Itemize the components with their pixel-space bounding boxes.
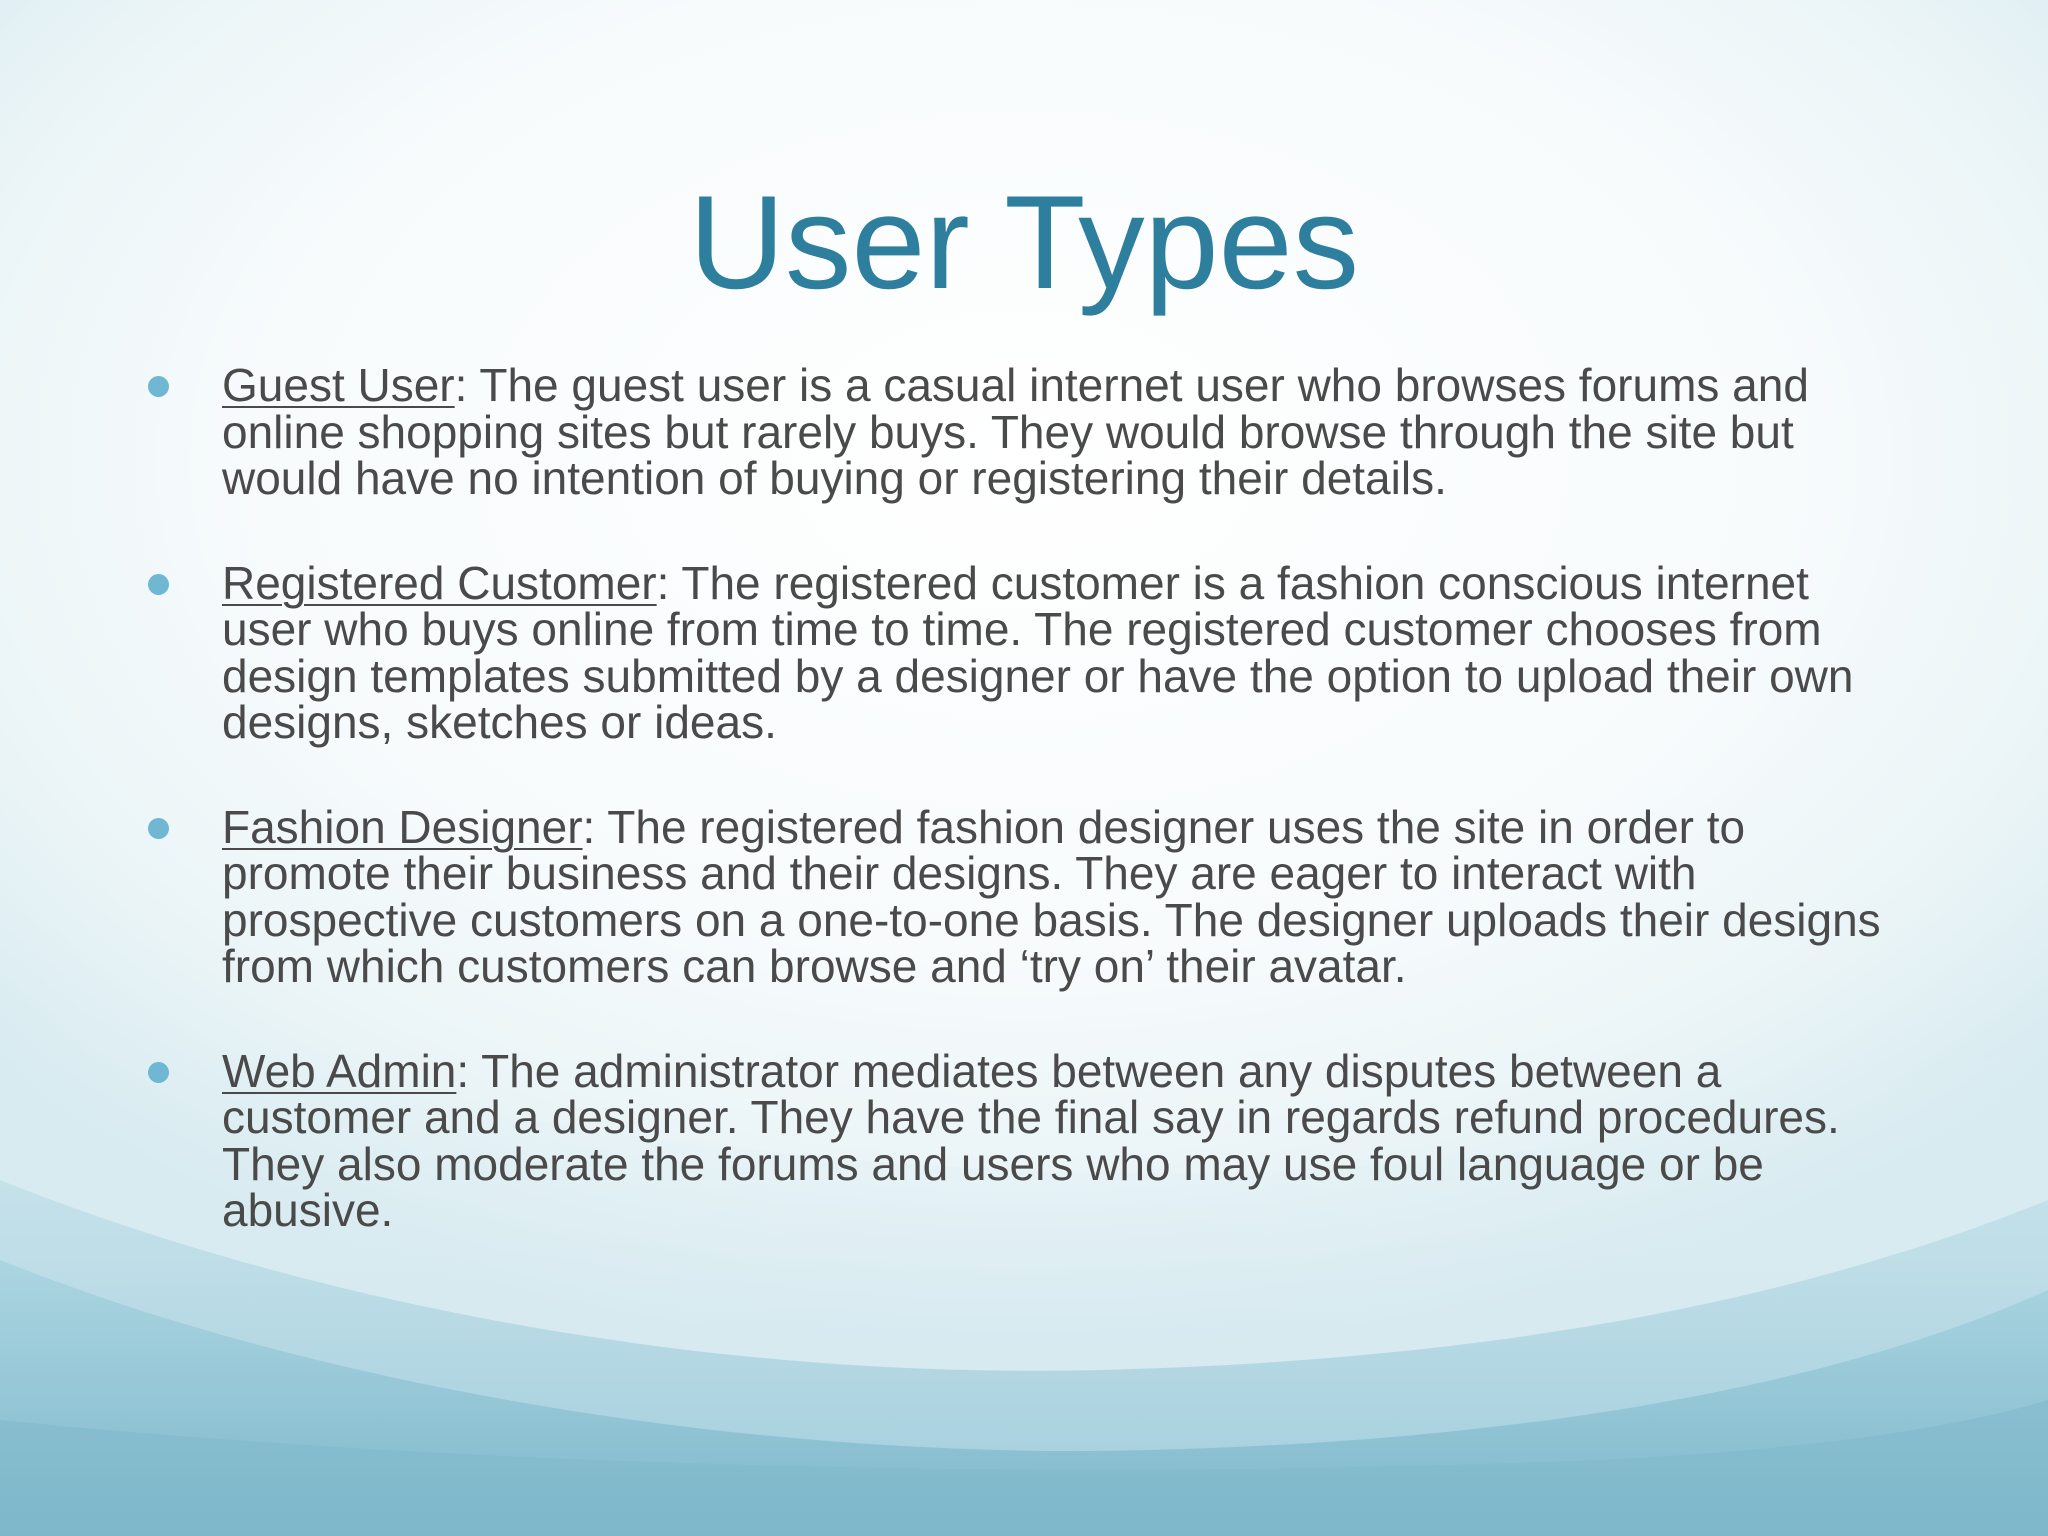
list-item-web-admin bbox=[148, 1044, 1908, 1236]
description-guest-user: : The guest user is a casual internet user who browses forums and online shopping sites but rarely buys. They would browse through the site but would have no intention of buying or registering their details. bbox=[222, 359, 1809, 504]
list-item-guest-user bbox=[148, 359, 1908, 504]
description-fashion-designer: : The registered fashion designer uses the site in order to promote their business and their designs. They are eager to interact with prospective customers on a one-to-one basis. The designer uploads their designs from which customers can browse and ‘try on’ their avatar. bbox=[222, 800, 1881, 992]
bullet-icon bbox=[148, 818, 169, 839]
description-registered-customer: : The registered customer is a fashion conscious internet user who buys online from time to time. The registered customer chooses from design templates submitted by a designer or have the option to upload their own designs, sketches or ideas. bbox=[222, 556, 1854, 748]
term-web-admin: Web Admin bbox=[222, 1044, 457, 1097]
list-item-registered-customer bbox=[148, 556, 1908, 748]
term-fashion-designer: Fashion Designer bbox=[222, 800, 583, 853]
description-web-admin: : The administrator mediates between any disputes between a customer and a designer. They have the final say in regards refund procedures. They also moderate the forums and users who may use foul language or be abusive. bbox=[222, 1044, 1840, 1236]
list-item-fashion-designer bbox=[148, 800, 1908, 992]
bullet-icon bbox=[148, 1062, 169, 1083]
term-registered-customer: Registered Customer bbox=[222, 556, 657, 609]
slide-title: User Types bbox=[688, 169, 1360, 317]
bullet-icon bbox=[148, 376, 169, 397]
user-types-list bbox=[148, 359, 1908, 1292]
term-guest-user: Guest User bbox=[222, 359, 455, 411]
bullet-icon bbox=[148, 574, 169, 595]
